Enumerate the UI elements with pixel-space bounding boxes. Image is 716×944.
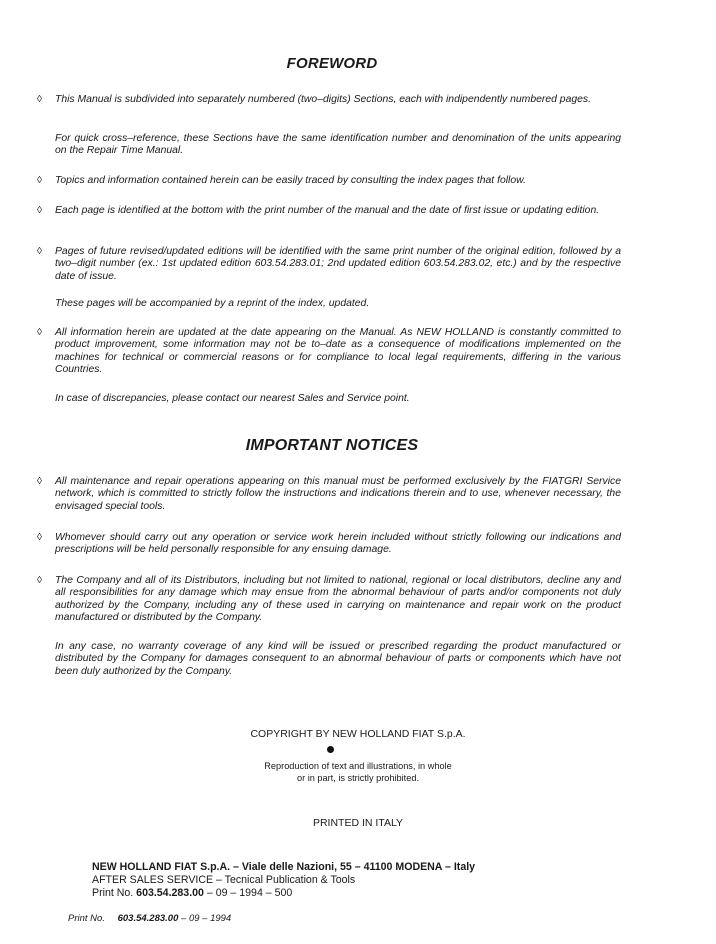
copyright-line: COPYRIGHT BY NEW HOLLAND FIAT S.p.A. <box>250 728 466 740</box>
page-print-number <box>68 913 231 924</box>
page-print-date: – 09 – 1994 <box>181 913 232 924</box>
foreword-paragraph: Pages of future revised/updated editions will be identified with the same print number of the original edition, followed by a two–digit number (ex.: 1st updated edition 603.54.283.01; 2nd updated edition 603.54.283.02, etc.) and by the respective date of issue. <box>55 246 621 282</box>
bullet-icon: ◊ <box>37 476 42 487</box>
bullet-icon: ◊ <box>37 246 42 257</box>
reproduction-line-1: Reproduction of text and illustrations, in whole <box>264 761 452 771</box>
footer-address <box>92 861 475 900</box>
foreword-paragraph: In case of discrepancies, please contact our nearest Sales and Service point. <box>55 393 410 404</box>
bullet-dot-icon <box>327 746 334 753</box>
printed-in-italy: PRINTED IN ITALY <box>312 817 404 829</box>
bullet-icon: ◊ <box>37 175 42 186</box>
footer-print-suffix: – 09 – 1994 – 500 <box>206 887 293 899</box>
footer-print-line <box>92 887 475 900</box>
notices-title: IMPORTANT NOTICES <box>245 437 419 454</box>
notice-paragraph: Whomever should carry out any operation or service work herein included without strictly following our indications and prescriptions will be held personally responsible for any ensuing damage. <box>55 532 621 556</box>
notice-paragraph: All maintenance and repair operations appearing on this manual must be performed exclusively by the FIATGRI Service network, which is committed to strictly follow the instructions and indications therein and to use, whenever necessary, the envisaged special tools. <box>55 476 621 512</box>
foreword-paragraph: Each page is identified at the bottom with the print number of the manual and the date of first issue or updating edition. <box>55 205 600 216</box>
footer-company: NEW HOLLAND FIAT S.p.A. – Viale delle Nazioni, 55 – 41100 MODENA – Italy <box>92 861 476 873</box>
footer-print-number: 603.54.283.00 <box>136 887 204 899</box>
foreword-paragraph: This Manual is subdivided into separately numbered (two–digits) Sections, each with indipendently numbered pages. <box>55 94 592 105</box>
foreword-title: FOREWORD <box>286 55 378 72</box>
notice-paragraph: In any case, no warranty coverage of any kind will be issued or prescribed regarding the product manufactured or distributed by the Company for damages consequent to an abnormal behaviour of parts or components which have not been duly authorized by the Company. <box>55 641 621 677</box>
bullet-icon: ◊ <box>37 205 42 216</box>
bullet-icon: ◊ <box>37 575 42 586</box>
bullet-icon: ◊ <box>37 327 42 338</box>
foreword-paragraph: These pages will be accompanied by a reprint of the index, updated. <box>55 298 370 309</box>
reproduction-line-2: or in part, is strictly prohibited. <box>296 773 420 783</box>
bullet-icon: ◊ <box>37 94 42 105</box>
foreword-paragraph: Topics and information contained herein can be easily traced by consulting the index pages that follow. <box>55 175 526 186</box>
foreword-paragraph: For quick cross–reference, these Sections have the same identification number and denomination of the units appearing on the Repair Time Manual. <box>55 133 621 157</box>
bullet-icon: ◊ <box>37 532 42 543</box>
footer-print-label: Print No. <box>92 887 134 899</box>
footer-service: AFTER SALES SERVICE – Tecnical Publication & Tools <box>92 874 356 886</box>
page-print-number-value: 603.54.283.00 <box>117 913 179 924</box>
foreword-paragraph: All information herein are updated at the date appearing on the Manual. As NEW HOLLAND is constantly committed to product improvement, some information may not be to–date as a consequence of modifications implemented on the machines for technical or commercial reasons or for compliance to local legal requirements, differing in the various Countries. <box>55 327 621 375</box>
notice-paragraph: The Company and all of its Distributors, including but not limited to national, regional or local distributors, decline any and all responsibilities for any damage which may ensue from the abnormal behaviour of parts and/or components not duly authorized by the Company, including any of these used in carrying on maintenance and repair work on the product manufactured or distributed by the Company. <box>55 575 621 623</box>
page-print-label: Print No. <box>68 913 105 924</box>
